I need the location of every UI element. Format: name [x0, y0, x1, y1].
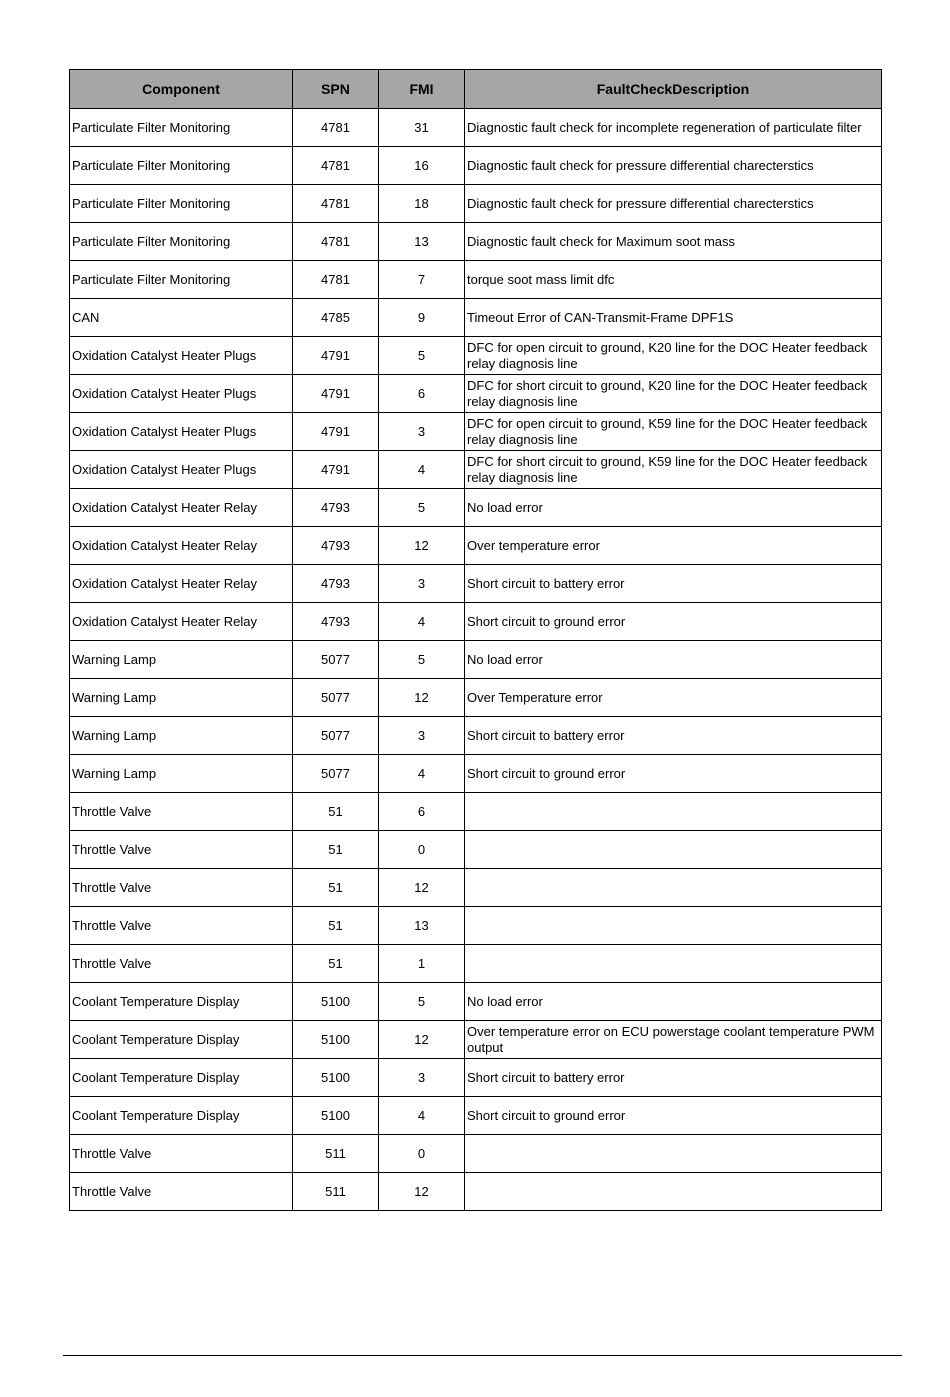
cell-fmi: 4	[379, 451, 465, 489]
cell-description: Short circuit to battery error	[465, 1059, 882, 1097]
cell-description	[465, 793, 882, 831]
cell-spn: 4791	[293, 337, 379, 375]
cell-component: Coolant Temperature Display	[70, 1059, 293, 1097]
table-header-row	[70, 70, 882, 109]
cell-component: Oxidation Catalyst Heater Plugs	[70, 375, 293, 413]
fault-code-table-container	[69, 69, 881, 1211]
table-row	[70, 679, 882, 717]
cell-description: DFC for short circuit to ground, K59 line for the DOC Heater feedback relay diagnosis line	[465, 451, 882, 489]
cell-description	[465, 869, 882, 907]
cell-spn: 4781	[293, 109, 379, 147]
cell-component: Oxidation Catalyst Heater Plugs	[70, 337, 293, 375]
table-row	[70, 603, 882, 641]
cell-spn: 4793	[293, 603, 379, 641]
cell-fmi: 5	[379, 337, 465, 375]
cell-description: Short circuit to ground error	[465, 1097, 882, 1135]
cell-fmi: 13	[379, 223, 465, 261]
table-row	[70, 983, 882, 1021]
table-row	[70, 451, 882, 489]
cell-component: Throttle Valve	[70, 793, 293, 831]
cell-spn: 51	[293, 869, 379, 907]
table-row	[70, 337, 882, 375]
table-row	[70, 565, 882, 603]
cell-fmi: 1	[379, 945, 465, 983]
cell-description: Short circuit to ground error	[465, 603, 882, 641]
cell-component: CAN	[70, 299, 293, 337]
cell-fmi: 5	[379, 489, 465, 527]
cell-spn: 51	[293, 831, 379, 869]
cell-component: Throttle Valve	[70, 869, 293, 907]
cell-spn: 4791	[293, 451, 379, 489]
cell-spn: 51	[293, 793, 379, 831]
cell-component: Particulate Filter Monitoring	[70, 185, 293, 223]
cell-component: Oxidation Catalyst Heater Relay	[70, 565, 293, 603]
cell-component: Coolant Temperature Display	[70, 983, 293, 1021]
cell-spn: 5077	[293, 717, 379, 755]
table-row	[70, 261, 882, 299]
cell-fmi: 3	[379, 717, 465, 755]
cell-fmi: 16	[379, 147, 465, 185]
cell-component: Particulate Filter Monitoring	[70, 109, 293, 147]
cell-description: Diagnostic fault check for pressure differential charecterstics	[465, 185, 882, 223]
table-row	[70, 527, 882, 565]
cell-description	[465, 1135, 882, 1173]
cell-spn: 5077	[293, 679, 379, 717]
table-row	[70, 299, 882, 337]
cell-fmi: 3	[379, 1059, 465, 1097]
cell-fmi: 0	[379, 1135, 465, 1173]
cell-description: DFC for short circuit to ground, K20 line for the DOC Heater feedback relay diagnosis line	[465, 375, 882, 413]
cell-description: Over temperature error on ECU powerstage coolant temperature PWM output	[465, 1021, 882, 1059]
cell-component: Particulate Filter Monitoring	[70, 223, 293, 261]
cell-component: Coolant Temperature Display	[70, 1097, 293, 1135]
cell-fmi: 12	[379, 679, 465, 717]
cell-spn: 5100	[293, 983, 379, 1021]
cell-fmi: 3	[379, 413, 465, 451]
cell-component: Throttle Valve	[70, 945, 293, 983]
cell-fmi: 13	[379, 907, 465, 945]
table-row	[70, 1097, 882, 1135]
cell-spn: 5077	[293, 641, 379, 679]
cell-component: Throttle Valve	[70, 831, 293, 869]
cell-component: Warning Lamp	[70, 641, 293, 679]
cell-description: Over temperature error	[465, 527, 882, 565]
cell-spn: 511	[293, 1173, 379, 1211]
cell-fmi: 9	[379, 299, 465, 337]
cell-fmi: 7	[379, 261, 465, 299]
header-fmi: FMI	[379, 70, 465, 109]
cell-spn: 5100	[293, 1097, 379, 1135]
cell-fmi: 5	[379, 641, 465, 679]
cell-spn: 51	[293, 907, 379, 945]
table-row	[70, 147, 882, 185]
cell-description: No load error	[465, 983, 882, 1021]
cell-fmi: 12	[379, 1021, 465, 1059]
cell-spn: 5077	[293, 755, 379, 793]
cell-component: Oxidation Catalyst Heater Relay	[70, 489, 293, 527]
cell-fmi: 12	[379, 869, 465, 907]
table-row	[70, 413, 882, 451]
cell-description: Diagnostic fault check for incomplete regeneration of particulate filter	[465, 109, 882, 147]
cell-fmi: 3	[379, 565, 465, 603]
cell-fmi: 6	[379, 375, 465, 413]
cell-fmi: 5	[379, 983, 465, 1021]
cell-fmi: 12	[379, 527, 465, 565]
cell-fmi: 12	[379, 1173, 465, 1211]
cell-fmi: 18	[379, 185, 465, 223]
cell-fmi: 4	[379, 603, 465, 641]
cell-fmi: 0	[379, 831, 465, 869]
table-row	[70, 793, 882, 831]
cell-component: Warning Lamp	[70, 679, 293, 717]
footer-divider	[63, 1355, 902, 1356]
table-row	[70, 1135, 882, 1173]
table-row	[70, 869, 882, 907]
cell-component: Coolant Temperature Display	[70, 1021, 293, 1059]
cell-description: No load error	[465, 641, 882, 679]
cell-description: Short circuit to battery error	[465, 565, 882, 603]
header-spn: SPN	[293, 70, 379, 109]
cell-description: DFC for open circuit to ground, K20 line for the DOC Heater feedback relay diagnosis line	[465, 337, 882, 375]
cell-component: Oxidation Catalyst Heater Relay	[70, 527, 293, 565]
table-row	[70, 489, 882, 527]
cell-description: Timeout Error of CAN-Transmit-Frame DPF1S	[465, 299, 882, 337]
cell-description: DFC for open circuit to ground, K59 line for the DOC Heater feedback relay diagnosis line	[465, 413, 882, 451]
table-row	[70, 755, 882, 793]
cell-spn: 4781	[293, 147, 379, 185]
cell-description: Short circuit to ground error	[465, 755, 882, 793]
cell-spn: 5100	[293, 1021, 379, 1059]
cell-spn: 51	[293, 945, 379, 983]
table-header	[70, 70, 882, 109]
cell-component: Throttle Valve	[70, 907, 293, 945]
cell-component: Warning Lamp	[70, 717, 293, 755]
table-row	[70, 907, 882, 945]
fault-code-table	[69, 69, 882, 1211]
cell-spn: 4793	[293, 489, 379, 527]
header-component: Component	[70, 70, 293, 109]
cell-component: Warning Lamp	[70, 755, 293, 793]
cell-component: Oxidation Catalyst Heater Plugs	[70, 413, 293, 451]
cell-description: torque soot mass limit dfc	[465, 261, 882, 299]
cell-component: Oxidation Catalyst Heater Plugs	[70, 451, 293, 489]
table-row	[70, 109, 882, 147]
cell-description	[465, 831, 882, 869]
cell-spn: 4785	[293, 299, 379, 337]
cell-description	[465, 907, 882, 945]
cell-description: Over Temperature error	[465, 679, 882, 717]
cell-description: Short circuit to battery error	[465, 717, 882, 755]
table-row	[70, 831, 882, 869]
table-row	[70, 641, 882, 679]
cell-description: Diagnostic fault check for Maximum soot mass	[465, 223, 882, 261]
cell-description	[465, 1173, 882, 1211]
cell-fmi: 6	[379, 793, 465, 831]
cell-description	[465, 945, 882, 983]
cell-spn: 5100	[293, 1059, 379, 1097]
table-row	[70, 1173, 882, 1211]
cell-component: Throttle Valve	[70, 1135, 293, 1173]
cell-component: Oxidation Catalyst Heater Relay	[70, 603, 293, 641]
cell-description: No load error	[465, 489, 882, 527]
cell-fmi: 31	[379, 109, 465, 147]
table-row	[70, 185, 882, 223]
cell-spn: 4791	[293, 375, 379, 413]
table-row	[70, 717, 882, 755]
table-row	[70, 1059, 882, 1097]
cell-description: Diagnostic fault check for pressure differential charecterstics	[465, 147, 882, 185]
table-row	[70, 1021, 882, 1059]
cell-component: Particulate Filter Monitoring	[70, 261, 293, 299]
cell-spn: 4781	[293, 185, 379, 223]
cell-component: Particulate Filter Monitoring	[70, 147, 293, 185]
cell-fmi: 4	[379, 755, 465, 793]
table-body	[70, 109, 882, 1211]
table-row	[70, 945, 882, 983]
cell-spn: 4793	[293, 565, 379, 603]
cell-spn: 4793	[293, 527, 379, 565]
cell-spn: 4791	[293, 413, 379, 451]
cell-fmi: 4	[379, 1097, 465, 1135]
table-row	[70, 375, 882, 413]
cell-spn: 4781	[293, 223, 379, 261]
cell-component: Throttle Valve	[70, 1173, 293, 1211]
cell-spn: 4781	[293, 261, 379, 299]
table-row	[70, 223, 882, 261]
header-description: FaultCheckDescription	[465, 70, 882, 109]
cell-spn: 511	[293, 1135, 379, 1173]
